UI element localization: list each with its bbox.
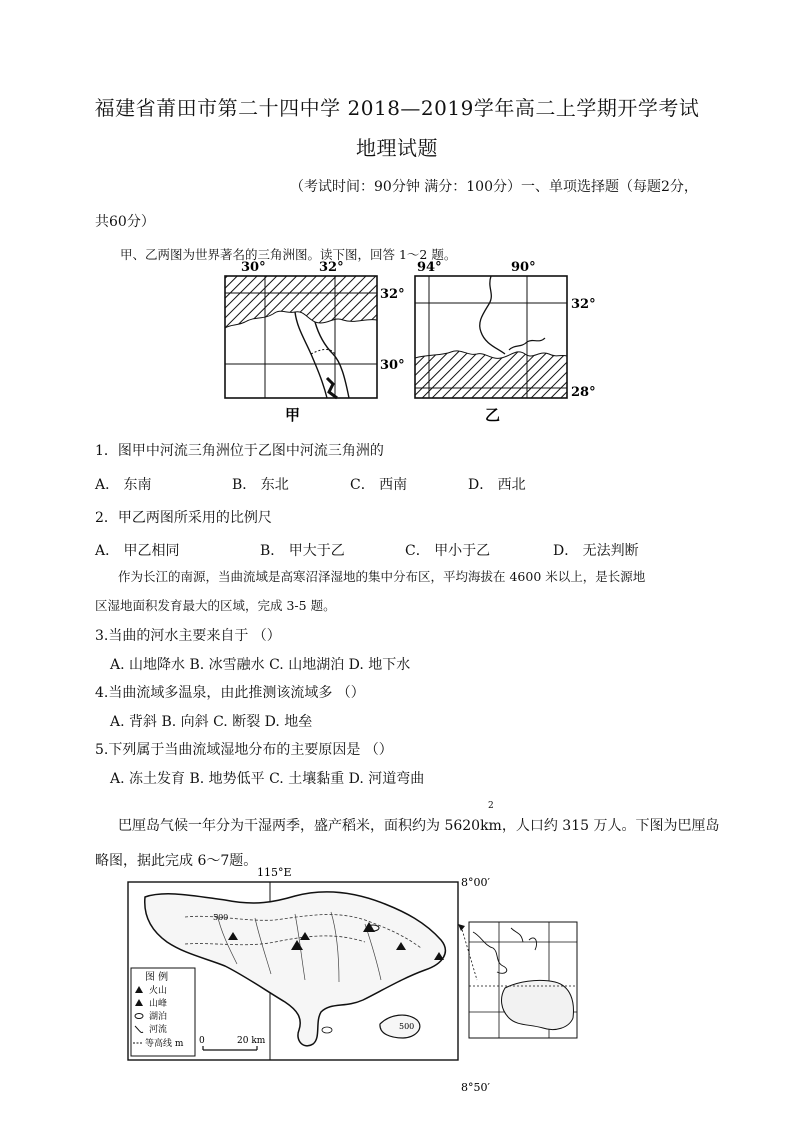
yi-lat-bottom: 28° [571, 385, 596, 400]
scale-zero: 0 [199, 1036, 205, 1046]
bali-lon-label: 115°E [257, 866, 292, 879]
map-jia [225, 260, 405, 424]
section1-intro: 甲、乙两图为世界著名的三角洲图。读下图，回答 1～2 题。 [120, 247, 457, 262]
section2-intro-line1: 作为长江的南源，当曲流域是高寒沼泽湿地的集中分布区，平均海拔在 4600 米以上，是长源地 [118, 569, 646, 584]
question-1: 1．图甲中河流三角洲位于乙图中河流三角洲的 [95, 443, 384, 459]
q3-options: A. 山地降水 B. 冰雪融水 C. 山地湖泊 D. 地下水 [110, 657, 411, 673]
yi-lon-left: 94° [417, 260, 442, 275]
q1-option-b: B． 东北 [232, 477, 289, 493]
contour-label-island: 500 [399, 1022, 415, 1031]
bali-lat-bottom: 8°50′ [461, 1081, 490, 1094]
bali-map-figure [125, 862, 580, 1094]
page-title: 福建省莆田市第二十四中学 2018—2019学年高二上学期开学考试 [94, 96, 700, 120]
scale-label: 20 km [237, 1036, 266, 1046]
question-3: 3.当曲的河水主要来自于 （） [95, 628, 281, 644]
q1-option-d: D． 西北 [468, 477, 526, 493]
legend-item-volcano: 火山 [149, 986, 168, 996]
section3-intro-line1: 巴厘岛气候一年分为干湿两季，盛产稻米，面积约为 5620km，人口约 315 万人。下图为巴厘岛 [118, 818, 720, 834]
yi-caption: 乙 [485, 406, 501, 424]
superscript-2: 2 [488, 801, 494, 811]
question-4: 4.当曲流域多温泉，由此推测该流域多 （） [95, 685, 365, 701]
bali-lat-top: 8°00′ [461, 876, 490, 889]
yi-lon-right: 90° [511, 260, 536, 275]
jia-caption: 甲 [285, 406, 301, 424]
q2-option-d: D． 无法判断 [553, 543, 639, 559]
inset-pointer-icon [458, 924, 465, 931]
legend-item-lake: 湖泊 [149, 1012, 168, 1022]
q4-options: A. 背斜 B. 向斜 C. 断裂 D. 地垒 [110, 714, 313, 730]
delta-maps-figure [215, 258, 615, 428]
q2-option-a: A． 甲乙相同 [95, 543, 180, 559]
jia-lat-bottom: 30° [380, 358, 405, 373]
jia-lon-right: 32° [319, 260, 344, 275]
section3-intro-line2: 略图，据此完成 6～7题。 [95, 853, 258, 869]
bali-legend [131, 968, 195, 1056]
map-yi [415, 260, 596, 424]
page-subtitle: 地理试题 [356, 136, 438, 160]
section2-intro-line2: 区湿地面积发育最大的区域，完成 3-5 题。 [95, 598, 336, 613]
legend-item-peak: 山峰 [149, 999, 168, 1009]
inset-locator-map [458, 922, 577, 1038]
yi-lat-top: 32° [571, 297, 596, 312]
exam-info: （考试时间：90分钟 满分：100分）一、单项选择题（每题2分， [290, 179, 698, 195]
q2-option-b: B． 甲大于乙 [260, 543, 345, 559]
legend-title: 图 例 [145, 972, 169, 983]
q2-option-c: C． 甲小于乙 [405, 543, 491, 559]
jia-lon-left: 30° [241, 260, 266, 275]
q5-options: A. 冻土发育 B. 地势低平 C. 土壤黏重 D. 河道弯曲 [110, 771, 425, 787]
q1-option-c: C． 西南 [350, 477, 408, 493]
legend-item-river: 河流 [149, 1025, 168, 1035]
legend-item-contour: 等高线 m [145, 1039, 184, 1049]
exam-info-cont: 共60分） [95, 214, 155, 230]
q1-option-a: A． 东南 [95, 477, 152, 493]
jia-lat-top: 32° [380, 287, 405, 302]
question-2: 2．甲乙两图所采用的比例尺 [95, 510, 272, 526]
contour-label-500: 500 [213, 913, 229, 922]
question-5: 5.下列属于当曲流域湿地分布的主要原因是 （） [95, 742, 393, 758]
